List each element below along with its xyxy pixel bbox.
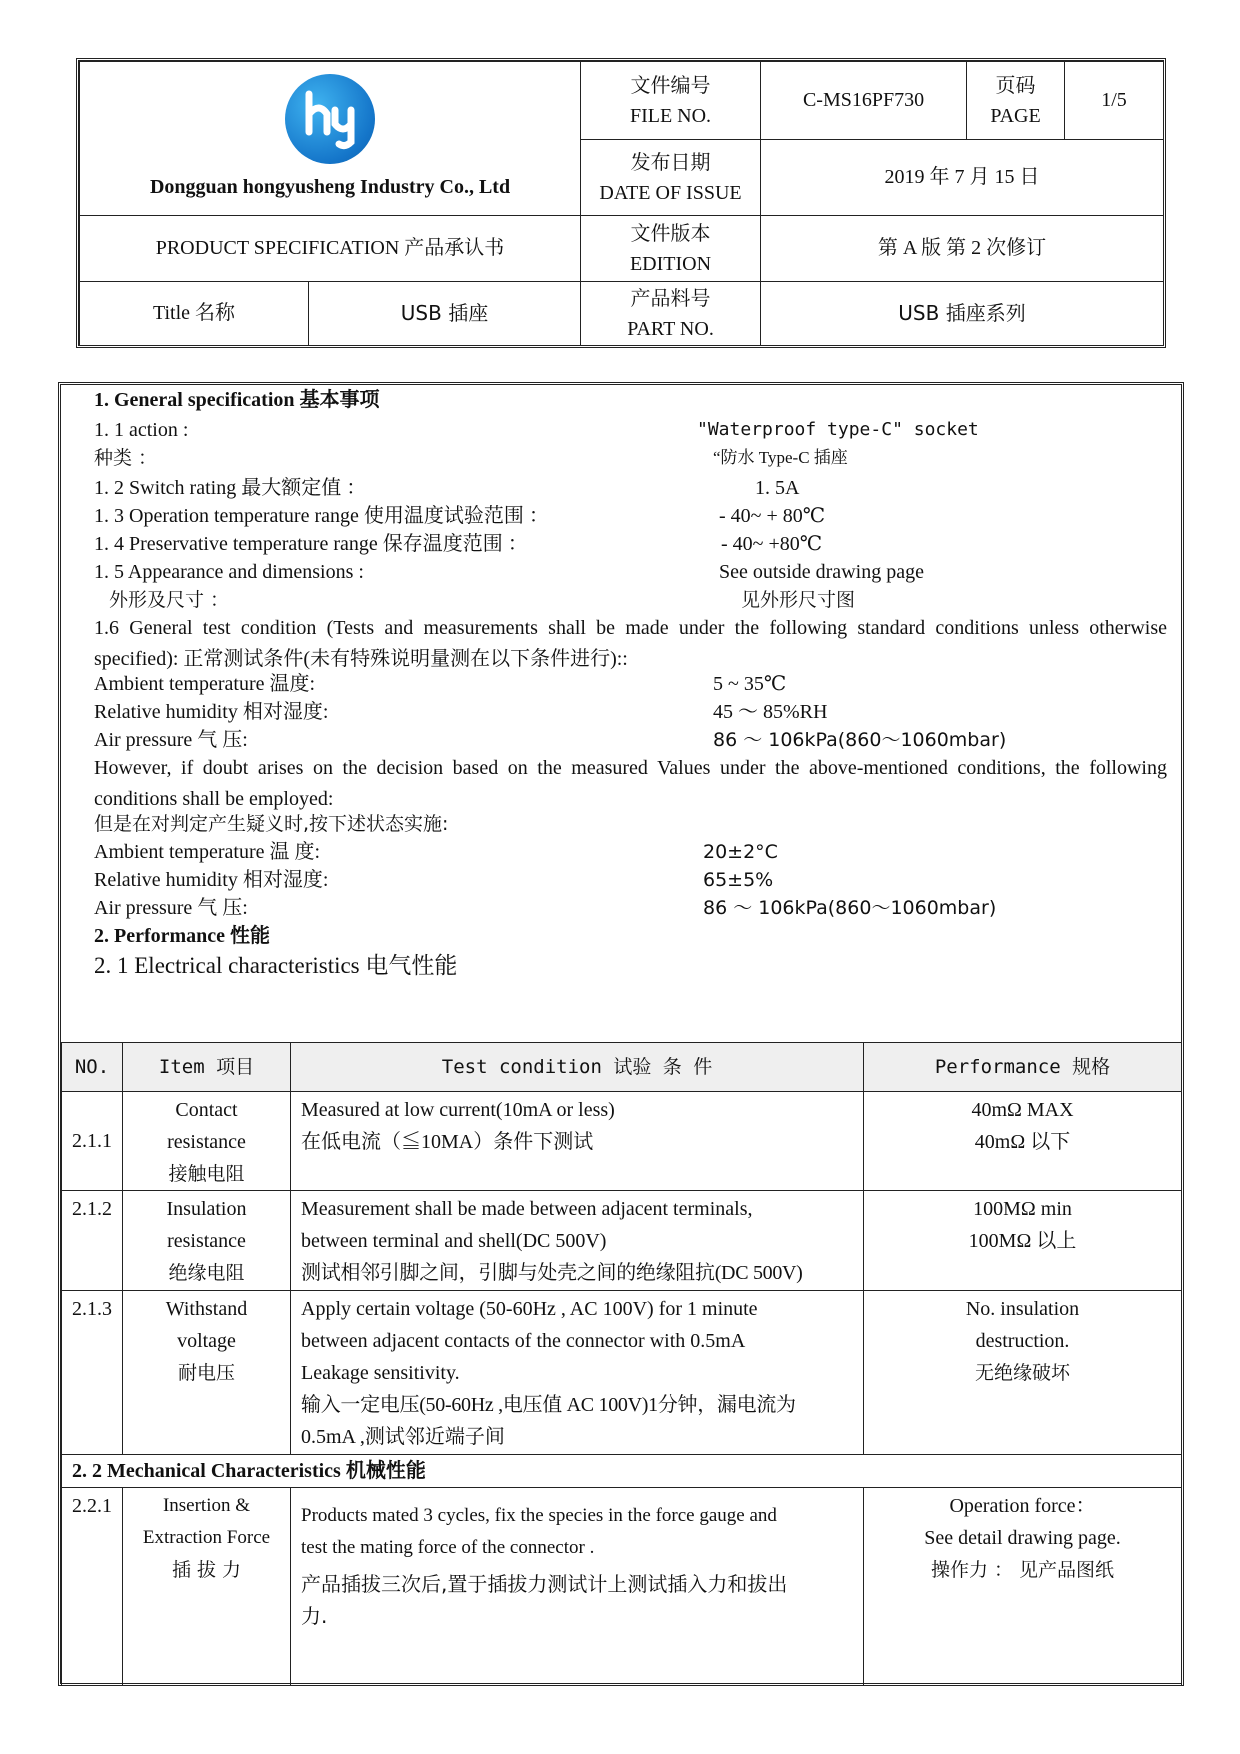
table-row (62, 1092, 1182, 1191)
performance-heading: 2. Performance 性能 (94, 925, 271, 947)
title-label: Title 名称 (80, 282, 309, 346)
appearance-cn-value: 见外形尺寸图 (741, 589, 856, 611)
page-value: 1/5 (1065, 62, 1164, 140)
row-item-line: voltage (177, 1330, 236, 1352)
row-performance (864, 1488, 1182, 1686)
row-item-line: 插 拔 力 (171, 1559, 242, 1581)
row-item-line: 接触电阻 (168, 1163, 245, 1185)
row-test-line: Apply certain voltage (50-60Hz , AC 100V) for 1 minute (301, 1298, 758, 1320)
edition-label-en: EDITION (629, 252, 712, 275)
air-pressure-value: 86 ～ 106kPa(860～1060mbar) (713, 729, 1007, 751)
title-value: USB 插座 (309, 282, 581, 346)
page-label-cn: 页码 (995, 72, 1036, 97)
spec-title: PRODUCT SPECIFICATION 产品承认书 (80, 216, 581, 282)
date-label-en: DATE OF ISSUE (599, 181, 742, 204)
table-row (62, 1191, 1182, 1291)
page-label (967, 62, 1065, 140)
doubt-condition-cn: 但是在对判定产生疑义时,按下述状态实施: (94, 813, 449, 835)
row-item-line: 绝缘电阻 (168, 1262, 245, 1284)
preservative-temp-label: 1. 4 Preservative temperature range 保存温度范围 ： (94, 533, 528, 555)
row-test-line: Measurement shall be made between adjacent terminals, (301, 1198, 753, 1220)
appearance-value: See outside drawing page (719, 561, 924, 583)
row-test-line: Measured at low current(10mA or less) (301, 1099, 615, 1121)
file-no-label-cn: 文件编号 (630, 72, 711, 97)
row-test-line: Products mated 3 cycles, fix the species in the force gauge and (301, 1505, 777, 1526)
row-test-line: Leakage sensitivity. (301, 1362, 460, 1384)
table-row (62, 1488, 1182, 1686)
row-perf-line: No. insulation (965, 1298, 1080, 1320)
row-test-line: test the mating force of the connector . (301, 1537, 595, 1558)
doubt-condition-text: However, if doubt arises on the decision based on the measured Values under the above-mentioned conditions, the following conditions shall be employed: (94, 757, 1167, 810)
row-perf-line: 操作力 ： 见产品图纸 (930, 1559, 1115, 1581)
operation-temp-value: - 40~ + 80℃ (719, 505, 826, 527)
table-header-row (62, 1043, 1182, 1092)
row-test-condition (291, 1191, 864, 1291)
row-test-line: between terminal and shell(DC 500V) (301, 1230, 607, 1252)
row-perf-line: destruction. (975, 1330, 1070, 1352)
company-name: Dongguan hongyusheng Industry Co., Ltd (149, 176, 511, 198)
air-pressure2-label: Air pressure 气 压: (94, 897, 248, 919)
date-label (581, 140, 761, 216)
operation-temp-label: 1. 3 Operation temperature range 使用温度试验范围 ： (94, 505, 549, 527)
switch-rating-label: 1. 2 Switch rating 最大额定值 ： (94, 477, 367, 499)
row-no: 2.1.1 (62, 1092, 123, 1191)
row-test-line: 产品插拔三次后,置于插拔力测试计上测试插入力和拔出 (301, 1572, 788, 1596)
row-no: 2.1.2 (62, 1191, 123, 1291)
row-perf-line: 无绝缘破坏 (974, 1362, 1070, 1384)
row-test-line: 在低电流（≦10MA）条件下测试 (301, 1131, 594, 1153)
general-heading: 1. General specification 基本事项 (94, 389, 380, 411)
row-item (123, 1488, 291, 1686)
part-no-value: USB 插座系列 (761, 282, 1164, 346)
kind-value: “防水 Type-C 插座 (713, 448, 848, 467)
edition-value: 第 A 版 第 2 次修订 (761, 216, 1164, 282)
row-item-line: resistance (167, 1230, 246, 1252)
row-item (123, 1092, 291, 1191)
preservative-temp-value: - 40~ +80℃ (721, 533, 823, 555)
table-row (62, 1291, 1182, 1455)
col-header-no: NO. (62, 1043, 123, 1092)
humidity2-value: 65±5% (703, 869, 774, 891)
appearance-cn-label: 外形及尺寸 ： (109, 589, 230, 611)
row-perf-line: 40mΩ 以下 (974, 1131, 1071, 1153)
switch-rating-value: 1. 5A (755, 477, 800, 499)
row-test-condition (291, 1092, 864, 1191)
row-item-line: Contact (175, 1099, 238, 1121)
part-no-label-en: PART NO. (627, 317, 714, 340)
appearance-label: 1. 5 Appearance and dimensions : (94, 561, 364, 583)
row-test-condition (291, 1291, 864, 1455)
row-item (123, 1191, 291, 1291)
row-perf-line: 100MΩ min (973, 1198, 1072, 1220)
edition-label (581, 216, 761, 282)
air-pressure2-value: 86 ～ 106kPa(860～1060mbar) (703, 897, 997, 919)
col-header-performance: Performance 规格 (864, 1043, 1182, 1092)
row-perf-line: 100MΩ 以上 (968, 1230, 1077, 1252)
mechanical-heading: 2. 2 Mechanical Characteristics 机械性能 (62, 1455, 1182, 1488)
file-no-label (581, 62, 761, 140)
humidity-value: 45 ～ 85%RH (713, 701, 828, 723)
ambient-temp-value: 5 ~ 35℃ (713, 673, 787, 695)
characteristics-table (61, 1042, 1182, 1686)
col-header-item: Item 项目 (123, 1043, 291, 1092)
row-perf-line: Operation force： (949, 1495, 1096, 1517)
row-performance (864, 1291, 1182, 1455)
row-test-line: 输入一定电压(50-60Hz ,电压值 AC 100V)1分钟，漏电流为 (301, 1394, 796, 1416)
date-label-cn: 发布日期 (630, 149, 711, 174)
general-test-condition: 1.6 General test condition (Tests and measurements shall be made under the following standard conditions unless otherwise specified): 正常测试条件(未有特殊说明量测在以下条件进行):: (94, 617, 1167, 670)
row-item-line: 耐电压 (177, 1362, 235, 1384)
table-section-row (62, 1455, 1182, 1488)
company-logo-icon (285, 74, 375, 164)
row-perf-line: See detail drawing page. (924, 1527, 1121, 1549)
row-performance (864, 1092, 1182, 1191)
row-item-line: Insertion & (162, 1495, 251, 1516)
air-pressure-label: Air pressure 气 压: (94, 729, 248, 751)
row-test-condition (291, 1488, 864, 1686)
row-item-line: Insulation (166, 1198, 247, 1220)
company-cell (80, 62, 581, 216)
ambient-temp2-value: 20±2°C (703, 841, 778, 863)
action-label: 1. 1 action : (94, 419, 189, 441)
row-no: 2.1.3 (62, 1291, 123, 1455)
part-no-label (581, 282, 761, 346)
part-no-label-cn: 产品料号 (630, 285, 711, 310)
row-item (123, 1291, 291, 1455)
col-header-test: Test condition 试验 条 件 (291, 1043, 864, 1092)
humidity-label: Relative humidity 相对湿度: (94, 701, 329, 723)
row-perf-line: 40mΩ MAX (971, 1099, 1074, 1121)
row-test-line: 力. (301, 1604, 328, 1628)
ambient-temp-label: Ambient temperature 温度: (94, 673, 316, 695)
humidity2-label: Relative humidity 相对湿度: (94, 869, 329, 891)
file-no-label-en: FILE NO. (629, 104, 712, 127)
electrical-heading: 2. 1 Electrical characteristics 电气性能 (94, 953, 458, 978)
row-item-line: resistance (167, 1131, 246, 1153)
row-item-line: Extraction Force (142, 1527, 271, 1548)
date-value: 2019 年 7 月 15 日 (761, 140, 1164, 216)
specification-body (58, 382, 1184, 1686)
edition-label-cn: 文件版本 (630, 220, 711, 245)
row-test-line: between adjacent contacts of the connector with 0.5mA (301, 1330, 746, 1352)
ambient-temp2-label: Ambient temperature 温 度: (94, 841, 321, 863)
row-test-line: 测试相邻引脚之间，引脚与处壳之间的绝缘阻抗(DC 500V) (301, 1262, 803, 1284)
file-no-value: C-MS16PF730 (761, 62, 967, 140)
row-no: 2.2.1 (62, 1488, 123, 1686)
kind-label: 种类 ： (94, 447, 158, 469)
row-item-line: Withstand (165, 1298, 248, 1320)
row-performance (864, 1191, 1182, 1291)
page-label-en: PAGE (990, 104, 1041, 127)
document-header (76, 58, 1166, 348)
action-value: "Waterproof type-C" socket (697, 419, 979, 440)
row-test-line: 0.5mA ,测试邻近端子间 (301, 1426, 505, 1448)
